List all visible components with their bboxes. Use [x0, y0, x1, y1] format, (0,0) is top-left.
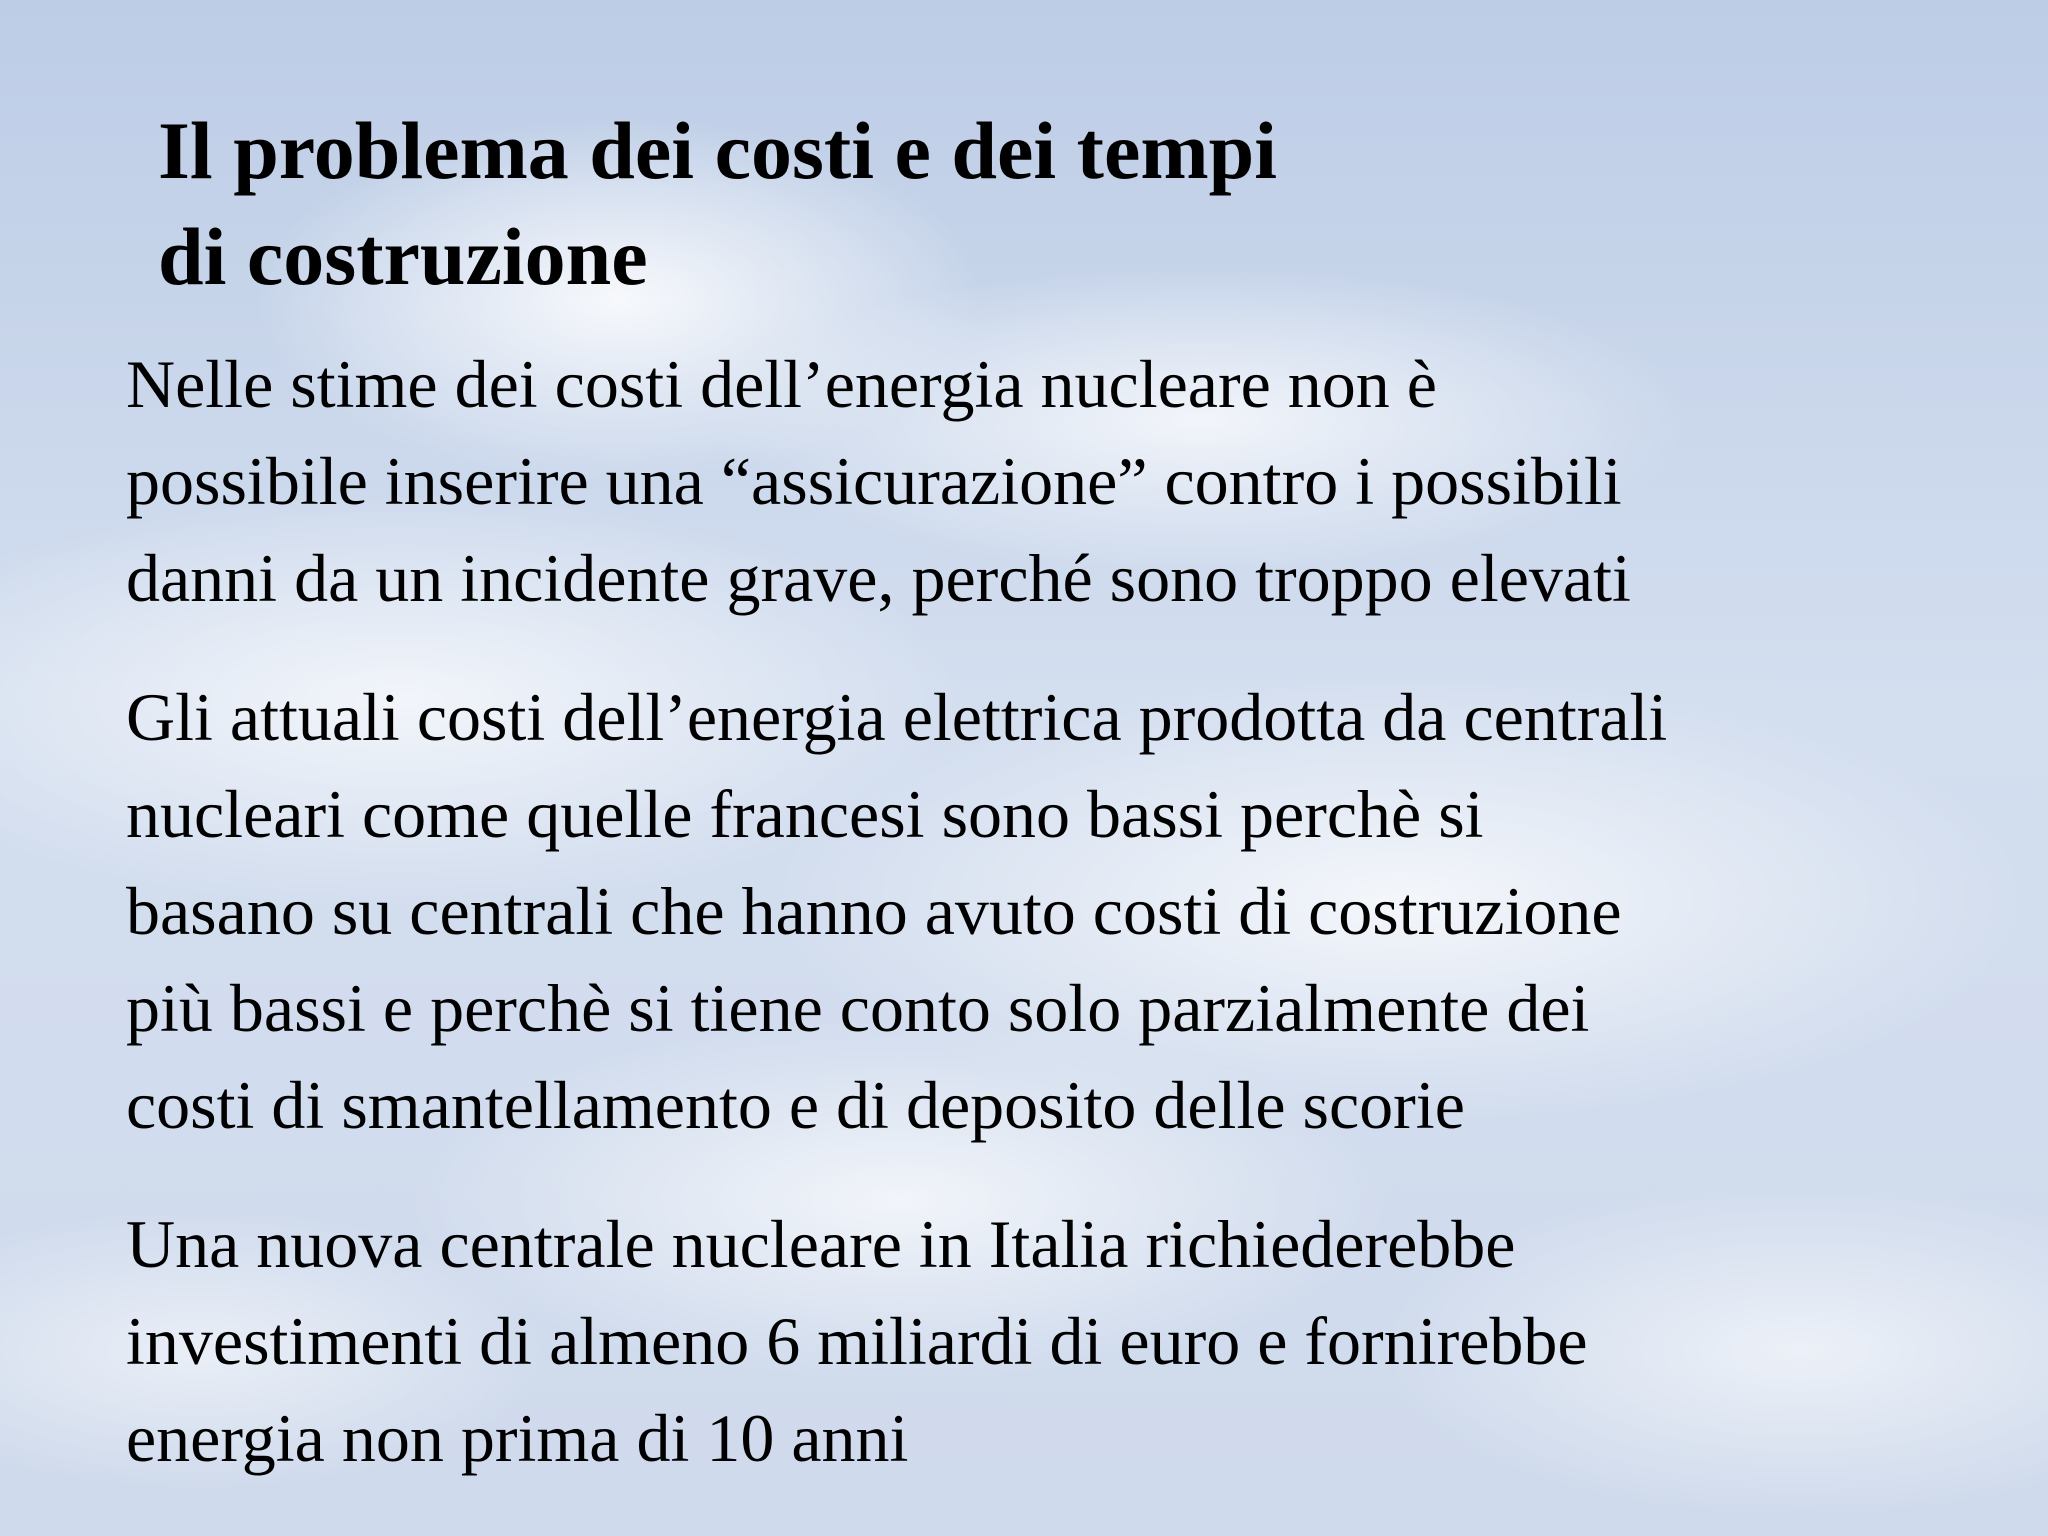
- title-line: di costruzione: [158, 211, 648, 302]
- paragraph-line: investimenti di almeno 6 miliardi di euro e fornirebbe: [126, 1303, 1588, 1379]
- paragraph-new-plant: [126, 1196, 2026, 1487]
- paragraph-line: Nelle stime dei costi dell’energia nucleare non è: [126, 346, 1437, 422]
- paragraph-line: possibile inserire una “assicurazione” contro i possibili: [126, 443, 1622, 519]
- paragraph-line: più bassi e perchè si tiene conto solo parzialmente dei: [126, 970, 1590, 1046]
- title-line: Il problema dei costi e dei tempi: [158, 105, 1278, 196]
- paragraph-line: energia non prima di 10 anni: [126, 1400, 909, 1476]
- paragraph-line: costi di smantellamento e di deposito delle scorie: [126, 1067, 1465, 1143]
- paragraph-line: nucleari come quelle francesi sono bassi perchè si: [126, 776, 1484, 852]
- paragraph-line: basano su centrali che hanno avuto costi di costruzione: [126, 873, 1622, 949]
- paragraph-line: Una nuova centrale nucleare in Italia richiederebbe: [126, 1206, 1516, 1282]
- paragraph-insurance: [126, 336, 2026, 627]
- slide-body: [126, 336, 2026, 1529]
- paragraph-line: Gli attuali costi dell’energia elettrica prodotta da centrali: [126, 679, 1668, 755]
- slide-title: [158, 98, 1658, 310]
- paragraph-line: danni da un incidente grave, perché sono troppo elevati: [126, 540, 1631, 616]
- paragraph-current-costs: [126, 669, 2026, 1154]
